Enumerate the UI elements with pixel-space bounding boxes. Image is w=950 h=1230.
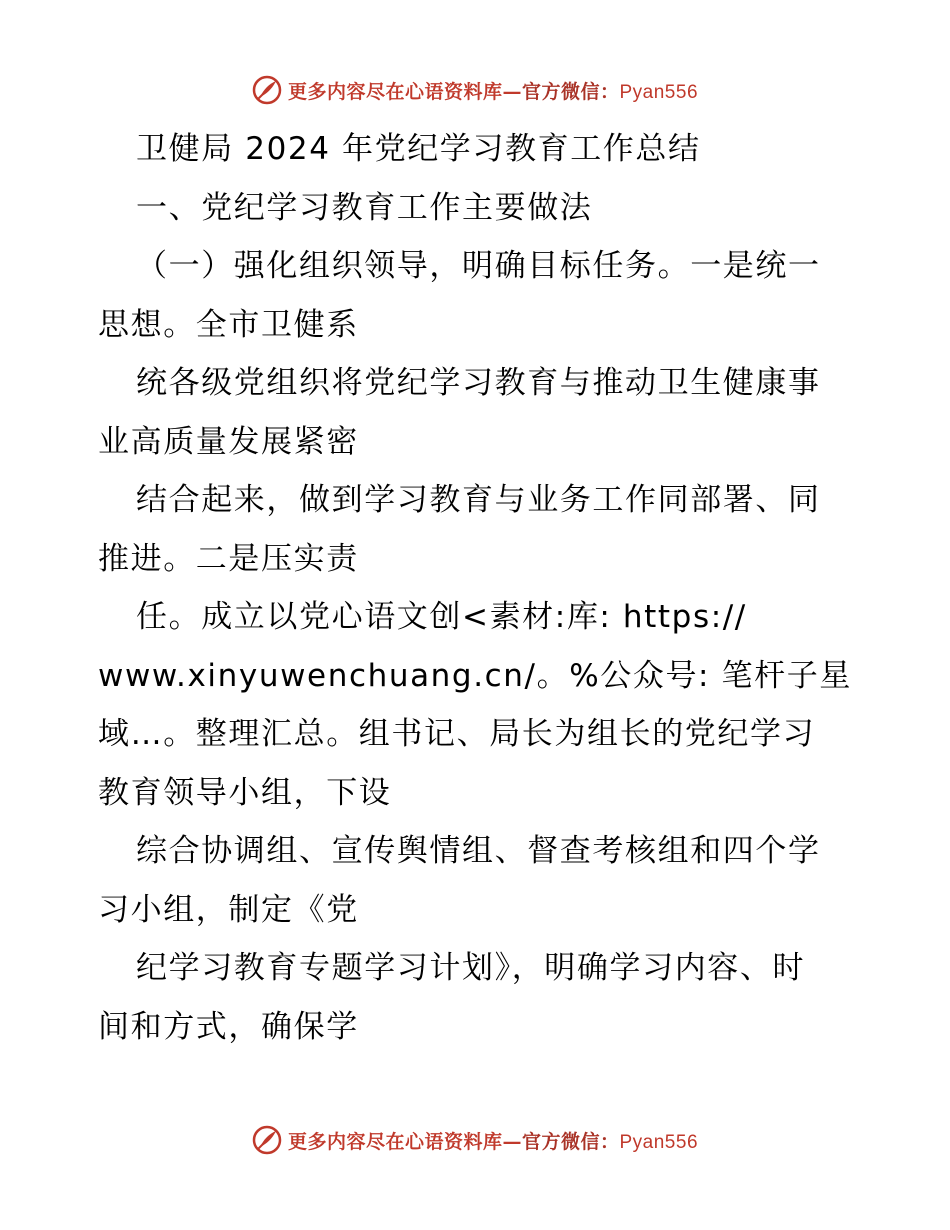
paragraph-line: （一）强化组织领导，明确目标任务。一是统一 xyxy=(136,248,821,284)
banner-text: 更多内容尽在心语资料库—官方微信：Pyan556 xyxy=(287,80,699,103)
paragraph-line: 间和方式，确保学 xyxy=(98,1008,359,1045)
paragraph-line-url: www.xinyuwenchuang.cn/。%公众号: 笔杆子星 xyxy=(98,657,852,694)
paragraph-line: 结合起来，做到学习教育与业务工作同部署、同 xyxy=(136,482,821,518)
paragraph-line: 推进。二是压实责 xyxy=(98,540,359,577)
paragraph-line: 纪学习教育专题学习计划》，明确学习内容、时 xyxy=(136,950,806,986)
paragraph-line: 教育领导小组，下设 xyxy=(98,774,392,811)
footer-banner xyxy=(0,1120,950,1160)
paragraph-line: 综合协调组、宣传舆情组、督查考核组和四个学 xyxy=(136,833,821,869)
document-body xyxy=(98,120,858,1056)
paragraph-line: 统各级党组织将党纪学习教育与推动卫生健康事 xyxy=(136,365,821,401)
banner-text: 更多内容尽在心语资料库—官方微信：Pyan556 xyxy=(287,1130,699,1153)
paragraph-line: 域…。整理汇总。组书记、局长为组长的党纪学习 xyxy=(98,716,816,752)
wechat-id: Pyan556 xyxy=(619,1131,699,1153)
feather-quill-logo-icon xyxy=(252,75,282,105)
paragraph-line: 业高质量发展紧密 xyxy=(98,423,359,460)
paragraph-line: 思想。全市卫健系 xyxy=(98,306,359,343)
feather-quill-logo-icon xyxy=(252,1125,282,1155)
wechat-id: Pyan556 xyxy=(619,81,699,103)
header-banner xyxy=(0,70,950,110)
document-title: 卫健局 2024 年党纪学习教育工作总结 xyxy=(136,131,701,167)
paragraph-line: 习小组，制定《党 xyxy=(98,891,359,928)
paragraph-line: 任。成立以党心语文创<素材:库: https:// xyxy=(136,599,747,635)
section-heading: 一、党纪学习教育工作主要做法 xyxy=(136,189,593,226)
